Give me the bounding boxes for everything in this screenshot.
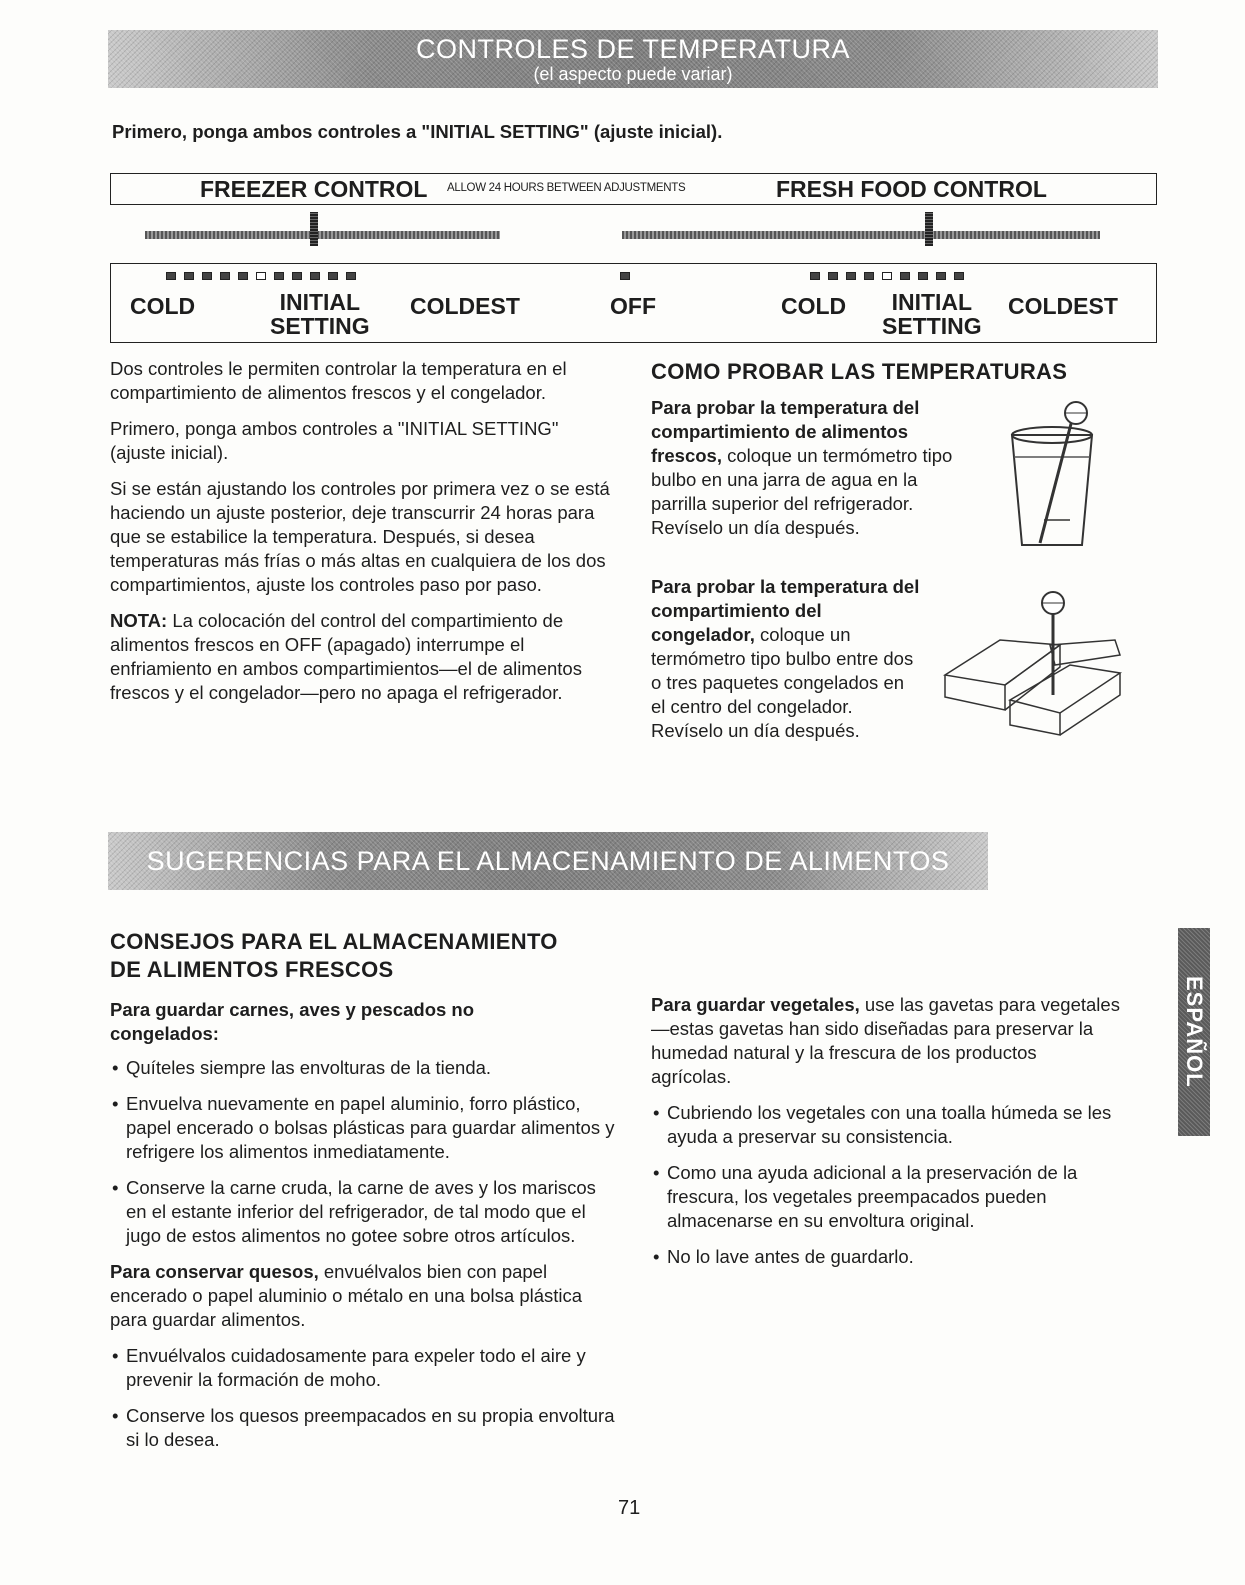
storage-right-column [651, 993, 1121, 1281]
freezer-setting-ticks [166, 271, 364, 281]
paragraph-vegetables: Para guardar vegetales, use las gavetas para vegetales—estas gavetas han sido diseñadas para preservar la humedad natural y la frescura de los productos agrícolas. [651, 994, 1120, 1087]
list-item: • Conserve los quesos preempacados en su propia envoltura si lo desea. [110, 1404, 620, 1452]
list-item: • Envuélvalos cuidadosamente para expeler todo el aire y prevenir la formación de moho. [110, 1344, 620, 1392]
freezer-coldest-label: COLDEST [410, 293, 520, 319]
paragraph-cheese: Para conservar quesos, envuélvalos bien con papel encerado o papel aluminio o métalo en una bolsa plástica para guardar alimentos. [110, 1261, 583, 1330]
banner-temperature-controls [108, 30, 1158, 88]
thermometer-packages-illustration [940, 585, 1125, 745]
heading-test-temperatures: COMO PROBAR LAS TEMPERATURAS [651, 359, 1068, 384]
side-tab-label: ESPAÑOL [1182, 976, 1207, 1088]
paragraph-initial-setting: Primero, ponga ambos controles a "INITIAL SETTING" (ajuste inicial). [110, 418, 559, 463]
list-item: • No lo lave antes de guardarlo. [651, 1245, 1121, 1269]
left-column-controls-info [110, 357, 615, 717]
list-item: • Conserve la carne cruda, la carne de aves y los mariscos en el estante inferior del refrigerador, de tal modo que el jugo de estos alimentos no gotee sobre otros artículos. [110, 1176, 620, 1248]
fresh-food-slider-track [622, 231, 1100, 239]
heading-storage-tips: CONSEJOS PARA EL ALMACENAMIENTO DE ALIMENTOS FRESCOS [110, 929, 558, 982]
off-tick [620, 271, 638, 281]
fresh-test-instructions: Para probar la temperatura del compartimiento de alimentos frescos, coloque un termómetro tipo bulbo en una jarra de agua en la parrilla superior del refrigerador. Revíselo un día después. [651, 397, 953, 538]
freezer-cold-label: COLD [130, 293, 196, 319]
fresh-initial-label: INITIAL SETTING [882, 289, 982, 339]
allow-adjust-note: ALLOW 24 HOURS BETWEEN ADJUSTMENTS [447, 182, 686, 194]
freezer-control-title: FREEZER CONTROL [200, 176, 428, 202]
banner-food-storage-tips [108, 832, 988, 890]
banner-title: CONTROLES DE TEMPERATURA [415, 34, 851, 64]
freezer-slider-knob [310, 212, 318, 246]
page-number: 71 [618, 1497, 641, 1519]
list-item: • Quíteles siempre las envolturas de la tienda. [110, 1056, 620, 1080]
intro-text: Primero, ponga ambos controles a "INITIAL SETTING" (ajuste inicial). [112, 121, 723, 142]
freezer-test-instructions: Para probar la temperatura del compartimiento del congelador, coloque un termómetro tipo bulbo entre dos o tres paquetes congelados en el centro del congelador. Revíselo un día después. [651, 576, 920, 741]
thermometer-glass-illustration [1000, 395, 1110, 555]
storage-left-column [110, 928, 620, 1464]
paragraph-nota: NOTA: La colocación del control del compartimiento de alimentos frescos en OFF (apagado) interrumpe el enfriamiento en ambos compartimientos—el de alimentos frescos y el congelador—pero no apaga el refrigerador. [110, 610, 582, 703]
paragraph-adjust-steps: Si se están ajustando los controles por primera vez o se está haciendo un ajuste posterior, deje transcurrir 24 horas para que se estabilice la temperatura. Después, si desea temperaturas más frías o más altas en cualquiera de los dos compartimientos, ajuste los controles paso por paso. [110, 478, 610, 595]
cheese-tips-list [110, 1344, 620, 1452]
banner-subtitle: (el aspecto puede variar) [533, 64, 733, 84]
list-item: • Envuelva nuevamente en papel aluminio, forro plástico, papel encerado o bolsas plásticas para guardar alimentos y refrigere los alimentos inmediatamente. [110, 1092, 620, 1164]
fresh-food-control-title: FRESH FOOD CONTROL [776, 176, 1047, 202]
heading-meat-storage: Para guardar carnes, aves y pescados no congelados: [110, 999, 475, 1044]
fresh-food-slider-knob [925, 212, 933, 246]
list-item: • Como una ayuda adicional a la preservación de la frescura, los vegetales preempacados pueden almacenarse en su envoltura original. [651, 1161, 1121, 1233]
paragraph-two-controls: Dos controles le permiten controlar la temperatura en el compartimiento de alimentos frescos y el congelador. [110, 358, 567, 403]
freezer-initial-label: INITIAL SETTING [270, 289, 370, 339]
fresh-cold-label: COLD [781, 293, 847, 319]
list-item: • Cubriendo los vegetales con una toalla húmeda se les ayuda a preservar su consistencia. [651, 1101, 1121, 1149]
freezer-slider-track [145, 231, 500, 239]
meat-tips-list [110, 1056, 620, 1248]
language-side-tab [1178, 928, 1210, 1136]
fresh-coldest-label: COLDEST [1008, 293, 1118, 319]
banner-storage-title: SUGERENCIAS PARA EL ALMACENAMIENTO DE ALIMENTOS [146, 846, 950, 876]
vegetable-tips-list [651, 1101, 1121, 1269]
off-label: OFF [610, 293, 656, 319]
fresh-setting-ticks [810, 271, 972, 281]
